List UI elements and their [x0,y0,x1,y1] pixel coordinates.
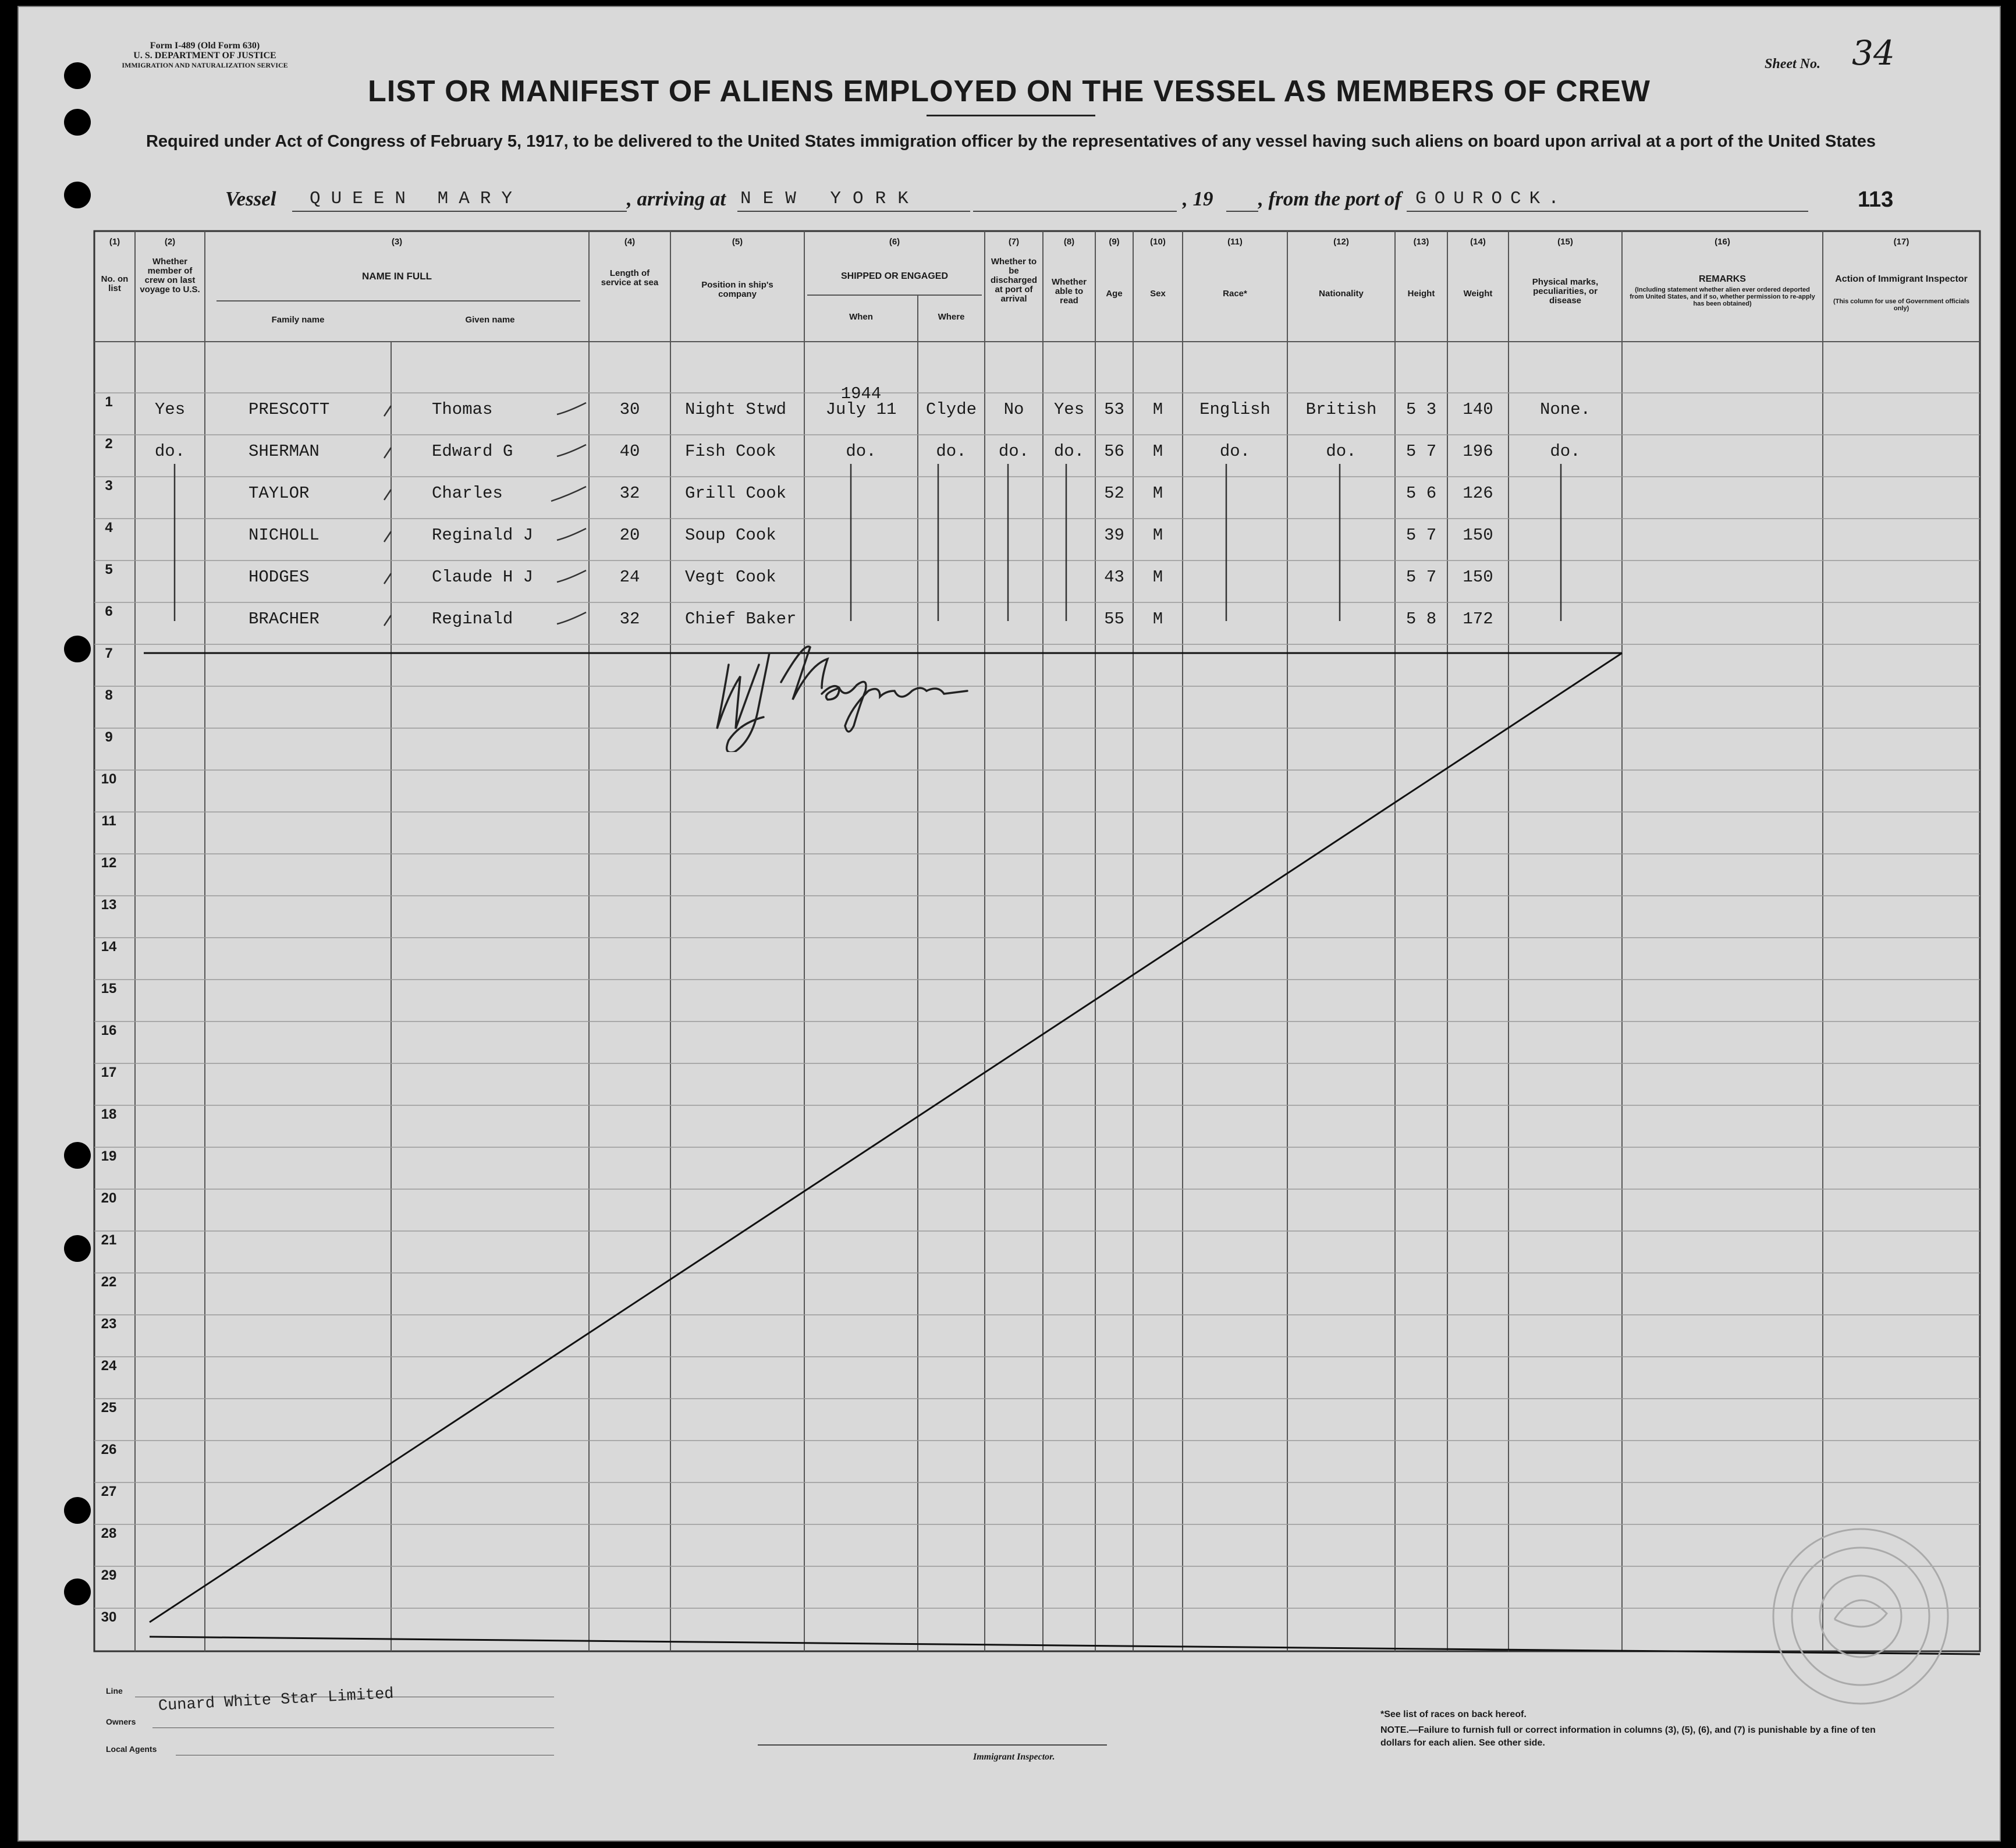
col-2-header: Whether member of crew on last voyage to U.S. [140,257,200,295]
age-cell: 52 [1104,484,1124,503]
col-6-when-header: When [849,312,873,322]
inspector-underline [758,1744,1107,1746]
sex-cell: M [1152,442,1163,461]
col-16-note: (Including statement whether alien ever ordered deported from United States, and if so, whether permission to re-apply has been obtained) [1630,286,1815,307]
row-number: 2 [105,436,113,452]
row-number: 5 [105,562,113,577]
able-to-read-cell: Yes [1053,400,1085,419]
given-name-cell: Claude H J [432,567,534,587]
position-cell: Night Stwd [685,400,787,419]
discharged-cell: do. [998,442,1030,461]
crew-last-voyage-cell: do. [154,442,186,461]
given-name-cell: Thomas [432,400,493,419]
sex-cell: M [1152,400,1163,419]
line-label: Line [106,1686,123,1696]
manifest-sheet [17,6,2001,1842]
row-number: 22 [101,1274,117,1290]
row-number: 6 [105,604,113,619]
nationality-cell: do. [1326,442,1357,461]
col-17-number: (17) [1893,237,1909,247]
row-number: 11 [101,813,116,829]
row-number: 13 [101,897,117,913]
col-11-number: (11) [1227,237,1243,247]
col-6-header: SHIPPED OR ENGAGED [840,271,949,281]
weight-cell: 150 [1463,526,1493,545]
signature-image [705,618,1101,752]
arrival-port: NEW YORK [740,189,920,209]
col-2-number: (2) [164,237,176,247]
col-3-number: (3) [391,237,403,247]
col-17-header: Action of Immigrant Inspector [1835,274,1968,284]
weight-cell: 196 [1463,442,1493,461]
family-name-cell: SHERMAN [249,442,320,461]
row-number: 17 [101,1065,117,1080]
col-5-header: Position in ship's company [701,280,773,299]
row-number: 20 [101,1190,117,1206]
col-9-number: (9) [1109,237,1120,247]
row-number: 19 [101,1148,117,1164]
position-cell: Soup Cook [685,526,776,545]
shipped-where-cell: Clyde [925,400,977,419]
col-11-header: Race* [1223,289,1247,299]
sex-cell: M [1152,526,1163,545]
row-number: 9 [105,729,113,745]
immigration-seal [1765,1520,1957,1712]
physical-marks-cell: do. [1550,442,1581,461]
position-cell: Grill Cook [685,484,787,503]
age-cell: 43 [1104,567,1124,587]
position-cell: Fish Cook [685,442,776,461]
service: IMMIGRATION AND NATURALIZATION SERVICE [122,61,288,69]
family-name-cell: NICHOLL [249,526,320,545]
given-name-cell: Reginald J [432,526,534,545]
page-title: LIST OR MANIFEST OF ALIENS EMPLOYED ON THE VESSEL AS MEMBERS OF CREW [368,75,1651,108]
sex-cell: M [1152,609,1163,629]
family-name-cell: PRESCOTT [249,400,330,419]
col-13-number: (13) [1413,237,1429,247]
nationality-cell: British [1305,400,1377,419]
row-number: 18 [101,1106,117,1122]
col-4-number: (4) [624,237,636,247]
owners-label: Owners [106,1717,136,1726]
row-number: 12 [101,855,117,871]
sex-cell: M [1152,567,1163,587]
col-17-note: (This column for use of Government officials only) [1833,298,1970,312]
row-number: 25 [101,1400,117,1416]
weight-cell: 126 [1463,484,1493,503]
races-note: *See list of races on back hereof. [1380,1709,1527,1719]
col-10-number: (10) [1150,237,1166,247]
inspector-label: Immigrant Inspector. [973,1752,1055,1762]
shipped-when-cell: do. [846,442,876,461]
family-name-cell: TAYLOR [249,484,310,503]
given-name-cell: Edward G [432,442,513,461]
position-cell: Vegt Cook [685,567,776,587]
col-8-header: Whether able to read [1052,277,1087,306]
page-number: 113 [1858,187,1894,212]
col-8-number: (8) [1063,237,1075,247]
row-number: 23 [101,1316,117,1332]
weight-cell: 150 [1463,567,1493,587]
row-number: 10 [101,771,117,787]
col-4-header: Length of service at sea [601,268,659,288]
from-label: , from the port of [1258,187,1401,210]
weight-cell: 172 [1463,609,1493,629]
shipped-where-cell: do. [936,442,967,461]
col-7-number: (7) [1008,237,1020,247]
row-number: 16 [101,1023,117,1038]
col-6-number: (6) [889,237,900,247]
row-number: 8 [105,687,113,703]
year-label: , 19 [1183,187,1213,210]
arriving-label: , arriving at [627,187,726,210]
age-cell: 56 [1104,442,1124,461]
row-number: 4 [105,520,113,535]
col-14-number: (14) [1470,237,1486,247]
penalty-note: NOTE.—Failure to furnish full or correct information in columns (3), (5), (6), and (7) is punishable by a fine of ten dollars for each alien. See other side. [1380,1725,1876,1748]
height-cell: 5 3 [1405,400,1437,419]
height-cell: 5 7 [1405,442,1437,461]
physical-marks-cell: None. [1539,400,1591,419]
service-length-cell: 30 [619,400,640,419]
col-3-header: NAME IN FULL [362,271,432,282]
age-cell: 39 [1104,526,1124,545]
age-cell: 53 [1104,400,1124,419]
position-cell: Chief Baker [685,609,797,629]
col-16-header: REMARKS [1699,274,1746,284]
row-number: 26 [101,1442,117,1457]
height-cell: 5 7 [1405,567,1437,587]
row-number: 28 [101,1526,117,1541]
race-cell: do. [1219,442,1251,461]
form-number: Form I-489 (Old Form 630) [150,41,260,51]
service-length-cell: 32 [619,484,640,503]
row-number: 24 [101,1358,117,1374]
row-number: 1 [105,394,113,410]
service-length-cell: 32 [619,609,640,629]
col-13-header: Height [1407,289,1435,299]
height-cell: 5 6 [1405,484,1437,503]
height-cell: 5 8 [1405,609,1437,629]
col-15-header: Physical marks, peculiarities, or disease [1532,277,1599,306]
row-number: 7 [105,645,113,661]
row-number: 27 [101,1484,117,1499]
family-name-cell: HODGES [249,567,310,587]
col-5-number: (5) [732,237,743,247]
local-agents-label: Local Agents [106,1744,157,1754]
col-9-header: Age [1106,289,1123,299]
col-15-number: (15) [1557,237,1573,247]
row-number: 3 [105,478,113,494]
year-written: 1944 [840,384,882,403]
row-number: 15 [101,981,117,996]
race-cell: English [1199,400,1270,419]
row-number: 29 [101,1567,117,1583]
shipped-when-cell: July 11 [825,400,897,419]
sheet-label: Sheet No. [1765,56,1820,72]
departure-port: GOUROCK. [1415,189,1567,209]
col-7-header: Whether to be discharged at port of arrival [990,257,1038,304]
col-6-where-header: Where [938,312,965,322]
col-12-number: (12) [1333,237,1349,247]
service-length-cell: 20 [619,526,640,545]
vessel-label: Vessel [225,187,276,210]
given-name-cell: Charles [432,484,503,503]
weight-cell: 140 [1463,400,1493,419]
subtitle: Required under Act of Congress of February 5, 1917, to be delivered to the United States immigration officer by the representatives of any vessel having such aliens on board upon arrival at a port of the United States [145,132,1876,151]
age-cell: 55 [1104,609,1124,629]
col-16-number: (16) [1715,237,1730,247]
col-12-header: Nationality [1319,289,1364,299]
col-1-number: (1) [109,237,120,247]
family-name-cell: BRACHER [249,609,320,629]
discharged-cell: No [1003,400,1024,419]
owners-value: Cunard White Star Limited [158,1685,395,1715]
able-to-read-cell: do. [1053,442,1085,461]
sheet-number: 34 [1852,33,1895,73]
given-name-cell: Reginald [432,609,513,629]
row-number: 14 [101,939,117,955]
col-3-family-header: Family name [271,315,325,325]
height-cell: 5 7 [1405,526,1437,545]
col-10-header: Sex [1150,289,1166,299]
col-3-given-header: Given name [465,315,515,325]
service-length-cell: 40 [619,442,640,461]
sex-cell: M [1152,484,1163,503]
row-number: 21 [101,1232,117,1248]
col-1-header: No. on list [101,274,129,293]
row-number: 30 [101,1609,117,1625]
service-length-cell: 24 [619,567,640,587]
vessel-name: QUEEN MARY [310,189,523,209]
department: U. S. DEPARTMENT OF JUSTICE [133,51,276,61]
col-14-header: Weight [1463,289,1493,299]
crew-last-voyage-cell: Yes [154,400,186,419]
